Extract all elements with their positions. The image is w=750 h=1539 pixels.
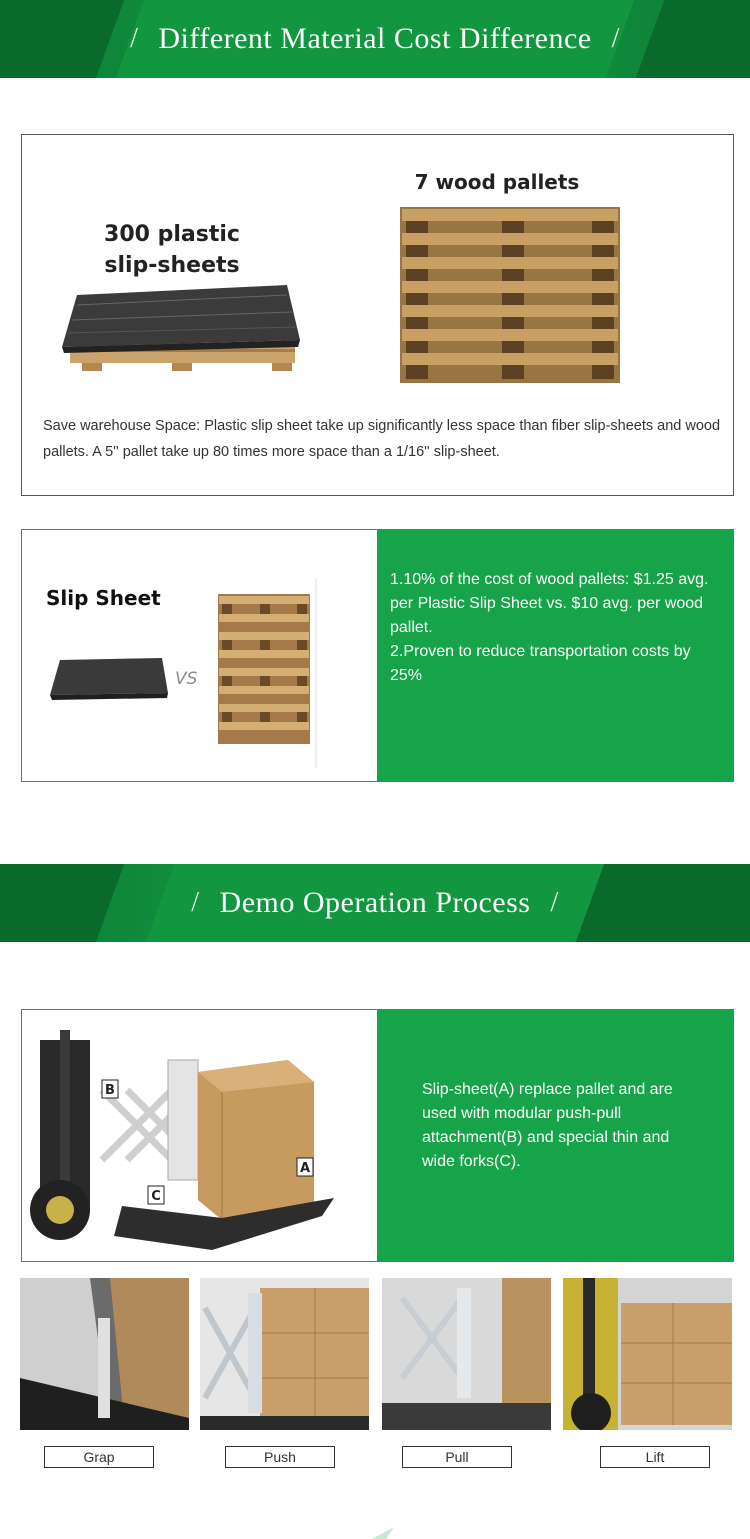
space-comparison-card xyxy=(21,134,734,496)
slip-sheet-photo-label: Slip Sheet xyxy=(46,586,161,610)
section-title: / Demo Operation Process / xyxy=(191,886,559,919)
plastic-slip-sheet-stack-illustration xyxy=(62,285,300,371)
section-title: / Different Material Cost Difference / xyxy=(130,22,620,55)
slip-sheet-label-line2: slip-sheets xyxy=(104,253,240,278)
cost-benefits-panel xyxy=(377,530,733,781)
step-photo-push xyxy=(200,1278,369,1430)
demo-description: Slip-sheet(A) replace pallet and are used with modular push-pull attachment(B) and special thin and wide forks(C). xyxy=(422,1081,673,1170)
step-label-pull: Pull xyxy=(402,1446,512,1468)
step-label-push: Push xyxy=(225,1446,335,1468)
slip-sheet-shape xyxy=(50,658,168,695)
push-pull-attachment-photo xyxy=(22,1010,376,1261)
cost-benefit-2: 2.Proven to reduce transportation costs by 25% xyxy=(390,643,691,684)
marker-b: B xyxy=(105,1083,115,1098)
pallet-stack-shape xyxy=(218,594,310,744)
vs-label: VS xyxy=(175,669,198,689)
demo-description-panel xyxy=(377,1010,733,1261)
space-saving-caption: Save warehouse Space: Plastic slip sheet take up significantly less space than fiber slip-sheets and wood pallets. A 5'' pallet take up 80 times more space than a 1/16'' slip-sheet. xyxy=(43,418,721,460)
decorative-leaf-icon xyxy=(372,1527,402,1539)
step-label-grap: Grap xyxy=(44,1446,154,1468)
slip-sheet-vs-pallet-photo xyxy=(22,530,376,781)
cost-comparison-card xyxy=(21,529,734,782)
marker-c: C xyxy=(151,1189,161,1204)
step-label-lift: Lift xyxy=(600,1446,710,1468)
slip-sheet-vs-pallet-image xyxy=(22,135,733,405)
marker-a: A xyxy=(299,1161,311,1176)
wood-pallet-stack-illustration xyxy=(400,207,620,383)
wood-pallet-label: 7 wood pallets xyxy=(414,170,580,194)
section-banner-demo xyxy=(0,864,750,942)
step-photo-grap xyxy=(20,1278,189,1430)
cost-benefit-1: 1.10% of the cost of wood pallets: $1.25 avg. per Plastic Slip Sheet vs. $10 avg. per wood pallet. xyxy=(390,571,709,636)
step-photo-lift xyxy=(563,1278,732,1430)
section-banner-material-cost xyxy=(0,0,750,78)
slip-sheet-label-line1: 300 plastic xyxy=(104,222,240,247)
step-photo-pull xyxy=(382,1278,551,1430)
demo-explanation-card xyxy=(21,1009,734,1262)
